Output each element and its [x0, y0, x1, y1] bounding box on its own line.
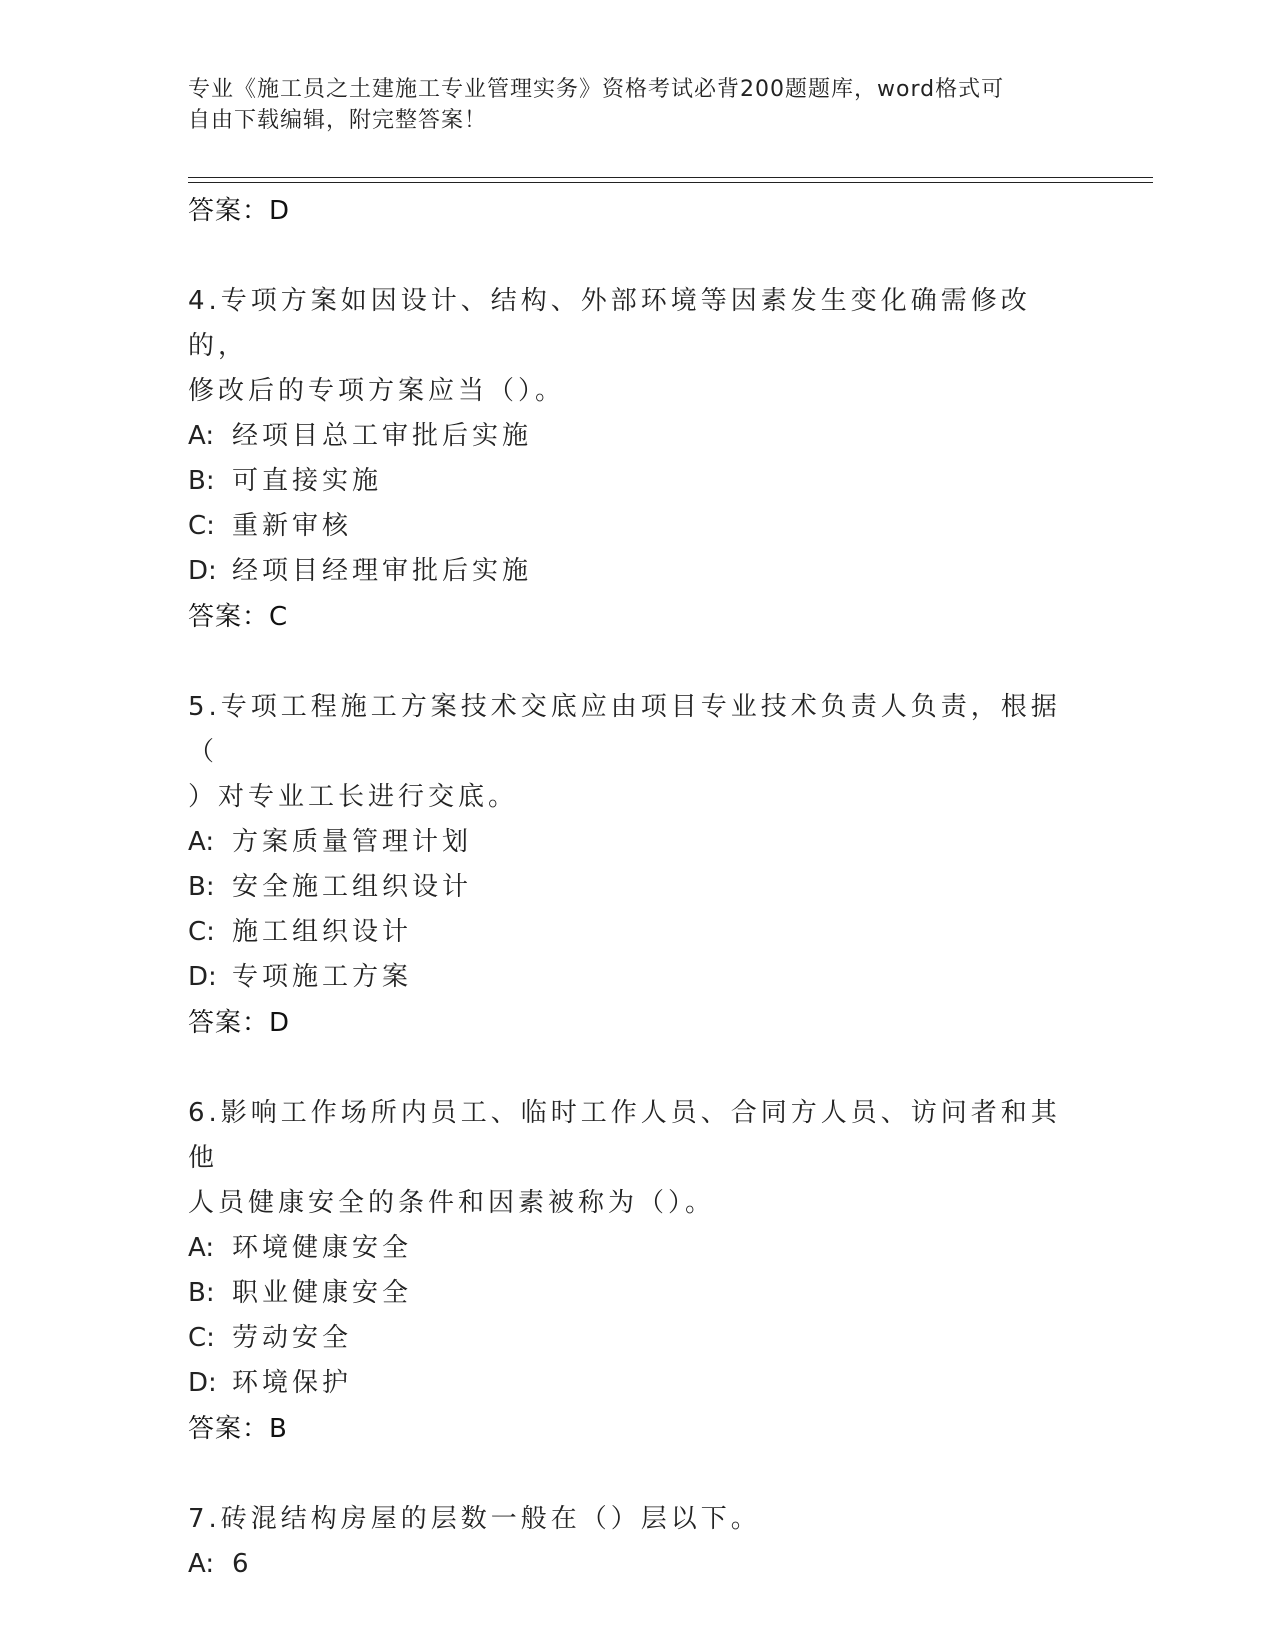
option-c [188, 910, 1088, 955]
option-text: 施工组织设计 [232, 917, 413, 947]
question-7 [188, 1497, 1088, 1587]
option-letter: B: [188, 1278, 215, 1308]
option-d [188, 1361, 1088, 1406]
option-c [188, 504, 1088, 549]
option-text: 环境健康安全 [232, 1233, 413, 1263]
header-line-1: 专业《施工员之土建施工专业管理实务》资格考试必背200题题库，word格式可 [188, 77, 1005, 102]
option-text: 职业健康安全 [232, 1278, 413, 1308]
option-b [188, 865, 1088, 910]
option-text: 经项目经理审批后实施 [232, 556, 533, 586]
option-d [188, 549, 1088, 594]
option-letter: A: [188, 1233, 215, 1263]
option-text: 方案质量管理计划 [232, 827, 473, 857]
option-letter: D: [188, 556, 217, 586]
option-letter: D: [188, 962, 217, 992]
question-text: 6.影响工作场所内员工、临时工作人员、合同方人员、访问者和其他 [188, 1098, 1061, 1173]
question-6 [188, 1091, 1088, 1452]
question-text: 人员健康安全的条件和因素被称为（）。 [188, 1188, 716, 1218]
option-letter: C: [188, 917, 215, 947]
option-text: 安全施工组织设计 [232, 872, 473, 902]
question-text: ）对专业工长进行交底。 [188, 782, 519, 812]
option-letter: B: [188, 466, 215, 496]
document-body [188, 188, 1088, 1587]
answer-line: 答案：D [188, 1008, 291, 1038]
option-text: 可直接实施 [232, 466, 383, 496]
option-text: 专项施工方案 [232, 962, 413, 992]
spacer [188, 234, 1088, 279]
header-divider-top [188, 177, 1153, 178]
question-text: 5.专项工程施工方案技术交底应由项目专业技术负责人负责，根据（ [188, 692, 1061, 767]
option-letter: D: [188, 1368, 217, 1398]
option-b [188, 1271, 1088, 1316]
answer-line: 答案：C [188, 602, 289, 632]
question-5 [188, 685, 1088, 1046]
option-letter: A: [188, 421, 215, 451]
option-d [188, 955, 1088, 1000]
option-text: 劳动安全 [232, 1323, 353, 1353]
option-text: 经项目总工审批后实施 [232, 421, 533, 451]
document-header [188, 74, 1068, 136]
option-text: 环境保护 [232, 1368, 353, 1398]
option-letter: B: [188, 872, 215, 902]
header-divider-bottom [188, 182, 1153, 183]
option-letter: A: [188, 827, 215, 857]
spacer [188, 640, 1088, 685]
spacer [188, 1046, 1088, 1091]
option-text: 6 [232, 1549, 253, 1579]
option-text: 重新审核 [232, 511, 353, 541]
question-4 [188, 279, 1088, 640]
option-a [188, 820, 1088, 865]
option-b [188, 459, 1088, 504]
option-a [188, 414, 1088, 459]
spacer [188, 1452, 1088, 1497]
option-letter: C: [188, 511, 215, 541]
option-letter: C: [188, 1323, 215, 1353]
answer-line: 答案：D [188, 196, 291, 226]
question-text: 修改后的专项方案应当（）。 [188, 376, 566, 406]
option-letter: A: [188, 1549, 215, 1579]
question-text: 4.专项方案如因设计、结构、外部环境等因素发生变化确需修改的， [188, 286, 1031, 361]
option-a [188, 1226, 1088, 1271]
question-text: 7.砖混结构房屋的层数一般在（）层以下。 [188, 1504, 761, 1534]
option-c [188, 1316, 1088, 1361]
answer-line: 答案：B [188, 1414, 288, 1444]
option-a [188, 1542, 1088, 1587]
header-line-2: 自由下载编辑，附完整答案！ [188, 108, 488, 133]
